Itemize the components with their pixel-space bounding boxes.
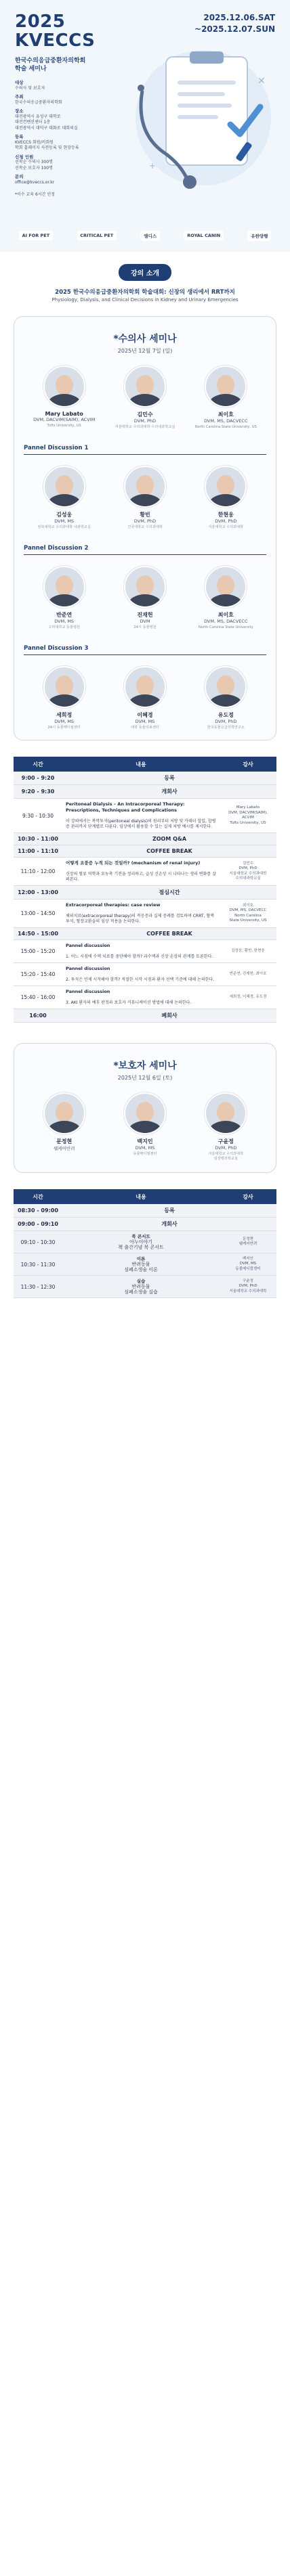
row-time: 13:00 - 14:50 bbox=[14, 900, 62, 928]
avatar-body bbox=[128, 394, 162, 407]
speaker-affiliation: 서울대학교 수의과대학 수의내과학교실 bbox=[115, 425, 175, 429]
info-label: 장소 bbox=[15, 108, 24, 114]
avatar-body bbox=[47, 394, 81, 407]
schedule-row bbox=[14, 858, 276, 886]
speaker-degree: DVM, PhD bbox=[133, 418, 157, 424]
talk-title: Pannel discussion bbox=[66, 989, 110, 994]
schedule-row bbox=[14, 928, 276, 940]
panel-speakers bbox=[24, 666, 266, 730]
row-lecturer: 문정현 웰케어반려 bbox=[220, 1231, 276, 1253]
clipboard-stethoscope-illustration bbox=[122, 43, 278, 192]
info-value: office@kveccs.or.kr bbox=[15, 179, 55, 185]
guardian-schedule-table bbox=[14, 1189, 276, 1298]
schedule-row bbox=[14, 963, 276, 986]
avatar bbox=[205, 566, 247, 608]
talk-title: Pannel discussion bbox=[66, 943, 110, 948]
row-content: 점심시간 bbox=[62, 886, 276, 900]
avatar-head bbox=[56, 1102, 73, 1122]
end-date: ~2025.12.07.SUN bbox=[194, 24, 275, 34]
column-header: 강사 bbox=[220, 1189, 276, 1204]
row-content bbox=[62, 858, 220, 886]
avatar-body bbox=[128, 494, 162, 508]
panel-speakers bbox=[24, 466, 266, 530]
speaker-name: 최이호 bbox=[218, 412, 234, 418]
avatar-body bbox=[209, 594, 243, 608]
row-time: 10:30 - 11:00 bbox=[14, 833, 62, 845]
info-label: 주최 bbox=[15, 94, 24, 99]
speaker-name: 반준연 bbox=[56, 612, 72, 618]
main-speakers bbox=[24, 365, 266, 430]
avatar-head bbox=[136, 375, 154, 395]
row-content bbox=[62, 986, 220, 1009]
schedule-row bbox=[14, 940, 276, 963]
speaker-card bbox=[108, 365, 182, 430]
column-header: 시간 bbox=[14, 1189, 62, 1204]
speaker-affiliation: 한국동물응급의학연구소 bbox=[207, 726, 245, 730]
row-time: 09:10 - 10:30 bbox=[14, 1231, 62, 1253]
speaker-affiliation: 24시 동물메디컬센터 bbox=[47, 726, 81, 730]
speaker-card bbox=[108, 566, 182, 630]
avatar-body bbox=[128, 1121, 162, 1134]
event-name: KVECCS bbox=[15, 30, 96, 51]
avatar-head bbox=[56, 675, 73, 696]
lecture-intro bbox=[0, 252, 290, 308]
schedule-row bbox=[14, 1218, 276, 1231]
column-header: 내용 bbox=[62, 757, 220, 772]
speaker-affiliation: 대학 동물의료센터 bbox=[131, 726, 159, 730]
intro-subtitle: Physiology, Dialysis, and Clinical Decisions in Kidney and Urinary Emergencies bbox=[51, 297, 239, 303]
credit-note: *이수 교육 6시간 인정 bbox=[15, 192, 55, 197]
row-time: 15:00 - 15:20 bbox=[14, 940, 62, 963]
speaker-card bbox=[188, 1092, 263, 1161]
svg-text:+: + bbox=[149, 161, 157, 171]
guardian-seminar-card bbox=[14, 1043, 276, 1173]
row-time: 15:20 - 15:40 bbox=[14, 963, 62, 986]
avatar bbox=[124, 365, 166, 407]
panel-discussions bbox=[24, 445, 266, 730]
row-content: 폐회사 bbox=[62, 1009, 276, 1023]
speaker-card bbox=[108, 666, 182, 730]
avatar-body bbox=[209, 694, 243, 708]
avatar-head bbox=[56, 575, 73, 596]
speaker-card bbox=[27, 466, 102, 530]
avatar bbox=[43, 1092, 85, 1134]
speaker-name: Mary Labato bbox=[45, 411, 83, 417]
info-label: 등록 bbox=[15, 134, 24, 139]
avatar-head bbox=[217, 575, 234, 596]
avatar bbox=[205, 365, 247, 407]
avatar bbox=[43, 466, 85, 508]
row-lecturer: 백지인 DVM, MS 동물메디컬센터 bbox=[220, 1253, 276, 1276]
speaker-degree: DVM, MS, DACVECC bbox=[204, 418, 248, 424]
row-time: 15:40 - 16:00 bbox=[14, 986, 62, 1009]
svg-text:✕: ✕ bbox=[257, 76, 266, 87]
talk-description: 신장의 혈류 역학과 요농축 기전을 정리하고, 급성 신손상 시 나타나는 생리 변화를 살펴본다. bbox=[66, 872, 216, 882]
row-lecturer: 최이호 DVM, MS, DACVECC North Carolina State University, US bbox=[220, 900, 276, 928]
info-label: 문의 bbox=[15, 174, 24, 179]
speaker-card bbox=[188, 666, 263, 730]
intro-badge: 강의 소개 bbox=[119, 264, 171, 281]
event-info-list bbox=[15, 80, 110, 185]
avatar-head bbox=[56, 475, 73, 495]
row-time: 08:30 - 09:00 bbox=[14, 1204, 62, 1218]
schedule-row bbox=[14, 785, 276, 799]
speaker-degree: DVM, MS bbox=[135, 1145, 155, 1151]
row-content bbox=[62, 963, 220, 986]
speaker-name: 백지인 bbox=[137, 1138, 153, 1145]
speaker-degree: DVM, MS, DACVECC bbox=[204, 619, 248, 624]
info-value: 선착순 수의사 300명 선착순 보호자 100명 bbox=[15, 160, 53, 171]
speaker-degree: DVM, MS bbox=[54, 619, 75, 624]
schedule-row bbox=[14, 799, 276, 833]
avatar-body bbox=[209, 494, 243, 508]
panel-title: Pannel Discussion 2 bbox=[24, 545, 266, 555]
panel-title: Pannel Discussion 1 bbox=[24, 445, 266, 455]
sponsor-logo: 유한양행 bbox=[247, 231, 271, 241]
talk-title: 어떻게 요붕증 누적 되는 것일까? (mechanism of renal injury) bbox=[66, 860, 201, 866]
avatar-head bbox=[217, 475, 234, 495]
speaker-degree: DVM, PhD bbox=[215, 719, 237, 724]
speaker-affiliation: Tufts University, US bbox=[47, 424, 81, 428]
speaker-name: 황빈 bbox=[140, 512, 150, 518]
row-lecturer: 김성웅, 황빈, 한현웅 bbox=[220, 940, 276, 963]
avatar-body bbox=[128, 594, 162, 608]
panel-speakers bbox=[24, 566, 266, 630]
talk-description: 1. 어느 시점에 수액 치료를 중단해야 할까? 과수액과 신장 손상의 관계를 토론한다. bbox=[66, 954, 213, 959]
sponsor-logo: CRITICAL PET bbox=[77, 231, 117, 240]
avatar-body bbox=[47, 594, 81, 608]
schedule-row bbox=[14, 1009, 276, 1023]
row-time: 16:00 bbox=[14, 1009, 62, 1023]
speaker-name: 최이호 bbox=[218, 612, 234, 618]
talk-description: 이 강의에서는 복막투석(peritoneal dialysis)의 원리부터 처방 및 카테터 삽입, 합병증 관리까지 단계별로 다룬다. 임상에서 활용할 수 있는 실제 처방 예시를 제시한다. bbox=[66, 819, 216, 829]
speaker-name: 진재헌 bbox=[137, 612, 153, 618]
info-value: KVECCS 회원/비회원 학회 홈페이지 사전등록 및 현장등록 bbox=[15, 139, 79, 150]
event-year: 2025 bbox=[15, 12, 66, 32]
avatar bbox=[124, 1092, 166, 1134]
column-header: 시간 bbox=[14, 757, 62, 772]
avatar bbox=[43, 566, 85, 608]
row-time: 9:20 - 9:30 bbox=[14, 785, 62, 799]
speaker-degree: DVM, PhD bbox=[215, 1145, 237, 1151]
speaker-card bbox=[188, 466, 263, 530]
row-content: COFFEE BREAK bbox=[62, 845, 276, 858]
speaker-name: 세희정 bbox=[56, 712, 72, 718]
avatar bbox=[43, 666, 85, 708]
vet-seminar-date: 2025년 12월 7일 (일) bbox=[117, 348, 173, 354]
speaker-card bbox=[27, 566, 102, 630]
sponsor-logo: 엘디스 bbox=[140, 231, 160, 241]
avatar bbox=[205, 1092, 247, 1134]
row-content: 등록 bbox=[62, 772, 276, 785]
vet-seminar-card bbox=[14, 316, 276, 740]
talk-description: 2. 투석은 언제 시작해야 할까? 적절한 시작 시점과 환자 선택 기준에 대해 논의한다. bbox=[66, 977, 215, 982]
row-time: 11:10 - 12:00 bbox=[14, 858, 62, 886]
vet-seminar-title: *수의사 세미나 bbox=[113, 334, 177, 345]
avatar bbox=[205, 466, 247, 508]
avatar-head bbox=[136, 575, 154, 596]
row-content: 북 콘서트 아누이야기 책 출간기념 북 콘서트 bbox=[62, 1231, 220, 1253]
talk-description: 체외치료(extracorporeal therapy)의 적응증과 실제 증례를 검토하며 CRRT, 혈액투석, 혈장교환술의 임상 적용을 논의한다. bbox=[66, 914, 214, 924]
speaker-name: 김성웅 bbox=[56, 512, 72, 518]
avatar-body bbox=[47, 1121, 81, 1134]
speaker-degree: DVM, MS bbox=[54, 719, 75, 724]
guardian-seminar-title: *보호자 세미나 bbox=[113, 1061, 177, 1071]
info-value: 대전광역시 유성구 대학로 대전컨벤션센터 1층 대전광역시 대덕구 대화로 대회의실 bbox=[15, 114, 78, 131]
schedule-row bbox=[14, 1253, 276, 1276]
avatar bbox=[43, 365, 85, 407]
row-content: 이론 반려동물 심폐소생술 이론 bbox=[62, 1253, 220, 1276]
speaker-card bbox=[188, 365, 263, 430]
row-content: COFFEE BREAK bbox=[62, 928, 276, 940]
speaker-affiliation: 서울대학교 수의과대학 bbox=[208, 525, 244, 529]
speaker-card bbox=[27, 1092, 102, 1161]
row-content: 개회사 bbox=[62, 1218, 276, 1231]
row-lecturer: 반준연, 진재헌, 최이호 bbox=[220, 963, 276, 986]
avatar bbox=[124, 566, 166, 608]
row-lecturer: 구윤정 DVM, PhD 서울대학교 수의과대학 bbox=[220, 1276, 276, 1298]
avatar-head bbox=[136, 675, 154, 696]
row-lecturer: Mary Labato DVM, DACVIM(SAIM), ACVIM Tufts University, US bbox=[220, 799, 276, 833]
talk-title: Pannel discussion bbox=[66, 966, 110, 971]
column-header: 강사 bbox=[220, 757, 276, 772]
row-time: 10:30 - 11:30 bbox=[14, 1253, 62, 1276]
row-time: 9:30 - 10:30 bbox=[14, 799, 62, 833]
speaker-card bbox=[188, 566, 263, 630]
row-time: 9:00 - 9:20 bbox=[14, 772, 62, 785]
vet-schedule-table bbox=[14, 757, 276, 1023]
speaker-name: 문정현 bbox=[56, 1138, 72, 1145]
speaker-affiliation: 고려대학교 동물병원 bbox=[48, 625, 81, 629]
row-content bbox=[62, 940, 220, 963]
speaker-card bbox=[108, 466, 182, 530]
talk-description: 3. AKI 환자의 예후 판정과 보호자 커뮤니케이션 방법에 대해 논의한다. bbox=[66, 1000, 192, 1005]
subtitle-line-2: 학술 세미나 bbox=[15, 66, 47, 72]
speaker-name: 구윤정 bbox=[218, 1138, 234, 1145]
hero-section bbox=[0, 0, 290, 252]
schedule-row bbox=[14, 886, 276, 900]
start-date: 2025.12.06.SAT bbox=[203, 13, 275, 22]
row-time: 11:30 - 12:30 bbox=[14, 1276, 62, 1298]
speaker-affiliation: 24시 동물병원 bbox=[133, 625, 157, 629]
avatar-body bbox=[209, 1121, 243, 1134]
row-content: ZOOM Q&A bbox=[62, 833, 276, 845]
speaker-name: 이혜경 bbox=[137, 712, 153, 718]
avatar-head bbox=[217, 375, 234, 395]
row-content bbox=[62, 799, 220, 833]
info-label: 신청 인원 bbox=[15, 154, 34, 160]
speaker-card bbox=[27, 365, 102, 430]
session-tag: 이론 bbox=[136, 1256, 146, 1262]
speaker-degree: 웰케어반려 bbox=[53, 1146, 75, 1151]
schedule-row bbox=[14, 1276, 276, 1298]
event-dates bbox=[194, 12, 275, 35]
row-time: 09:00 - 09:10 bbox=[14, 1218, 62, 1231]
info-value: 한국수의응급중환자의학회 bbox=[15, 99, 62, 105]
schedule-row bbox=[14, 772, 276, 785]
speaker-name: 김민수 bbox=[137, 412, 153, 418]
avatar-head bbox=[217, 1102, 234, 1122]
info-label: 대상 bbox=[15, 80, 24, 85]
speaker-name: 유도정 bbox=[218, 712, 234, 718]
row-content: 등록 bbox=[62, 1204, 276, 1218]
speaker-affiliation: North Carolina State University, US bbox=[194, 425, 257, 429]
schedule-row bbox=[14, 833, 276, 845]
avatar bbox=[124, 666, 166, 708]
speaker-card bbox=[108, 1092, 182, 1161]
speaker-affiliation: 건국대학교 수의과대학 bbox=[127, 525, 163, 529]
schedule-row bbox=[14, 1204, 276, 1218]
row-lecturer: 김민수 DVM, PhD 서울대학교 수의과대학 수의내과학교실 bbox=[220, 858, 276, 886]
speaker-degree: DVM, DACVIM(SAIM), ACVIM bbox=[33, 417, 96, 422]
session-tag: 실습 bbox=[136, 1279, 146, 1284]
avatar bbox=[124, 466, 166, 508]
avatar-body bbox=[209, 394, 243, 407]
info-value: 수의사 및 보호자 bbox=[15, 85, 45, 91]
avatar bbox=[205, 666, 247, 708]
speaker-affiliation: 동물메디컬센터 bbox=[133, 1152, 157, 1156]
row-lecturer: 세희정, 이혜경, 유도정 bbox=[220, 986, 276, 1009]
panel-title: Pannel Discussion 3 bbox=[24, 645, 266, 655]
speaker-degree: DVM, MS bbox=[54, 518, 75, 524]
speaker-affiliation: 전북대학교 수의과대학 내과학교실 bbox=[37, 525, 91, 529]
row-time: 11:00 - 11:10 bbox=[14, 845, 62, 858]
speaker-degree: DVM, PhD bbox=[133, 518, 157, 524]
schedule-row bbox=[14, 1231, 276, 1253]
avatar-body bbox=[47, 694, 81, 708]
guardian-seminar-date: 2025년 12월 6일 (토) bbox=[117, 1075, 173, 1081]
speaker-name: 한현웅 bbox=[218, 512, 234, 518]
row-content: 실습 반려동물 심폐소생술 실습 bbox=[62, 1276, 220, 1298]
avatar-body bbox=[128, 694, 162, 708]
row-content bbox=[62, 900, 220, 928]
column-header: 내용 bbox=[62, 1189, 220, 1204]
avatar-head bbox=[56, 375, 73, 395]
guardian-speakers bbox=[24, 1092, 266, 1161]
row-time: 12:00 - 13:00 bbox=[14, 886, 62, 900]
speaker-affiliation: 서울대학교 수의과대학 임상병리학교실 bbox=[208, 1152, 244, 1161]
avatar-head bbox=[136, 475, 154, 495]
sponsor-logo: ROYAL CANIN bbox=[184, 231, 224, 240]
speaker-degree: DVM, PhD bbox=[215, 518, 237, 524]
subtitle-line-1: 한국수의응급중환자의학회 bbox=[15, 58, 86, 64]
speaker-card bbox=[27, 666, 102, 730]
row-content: 개회사 bbox=[62, 785, 276, 799]
speaker-affiliation: North Carolina State University bbox=[198, 625, 253, 629]
avatar-head bbox=[217, 675, 234, 696]
intro-title: 2025 한국수의응급중환자의학회 학술대회: 신장의 생리에서 RRT까지 bbox=[55, 289, 235, 296]
speaker-degree: DVM bbox=[140, 619, 150, 624]
row-time: 14:50 - 15:00 bbox=[14, 928, 62, 940]
sponsor-logo: AI FOR PET bbox=[19, 231, 54, 240]
schedule-row bbox=[14, 900, 276, 928]
avatar-body bbox=[47, 494, 81, 508]
speaker-degree: DVM, MS bbox=[135, 719, 155, 724]
schedule-row bbox=[14, 845, 276, 858]
session-tag: 북 콘서트 bbox=[131, 1234, 150, 1239]
avatar-head bbox=[136, 1102, 154, 1122]
talk-title: Extracorporeal therapies: case review bbox=[66, 902, 161, 908]
sponsor-logos bbox=[0, 226, 290, 245]
schedule-row bbox=[14, 986, 276, 1009]
talk-title: Peritoneal Dialysis – An Intracorporeal Therapy: Prescriptions, Techniques and Complications bbox=[66, 801, 185, 813]
